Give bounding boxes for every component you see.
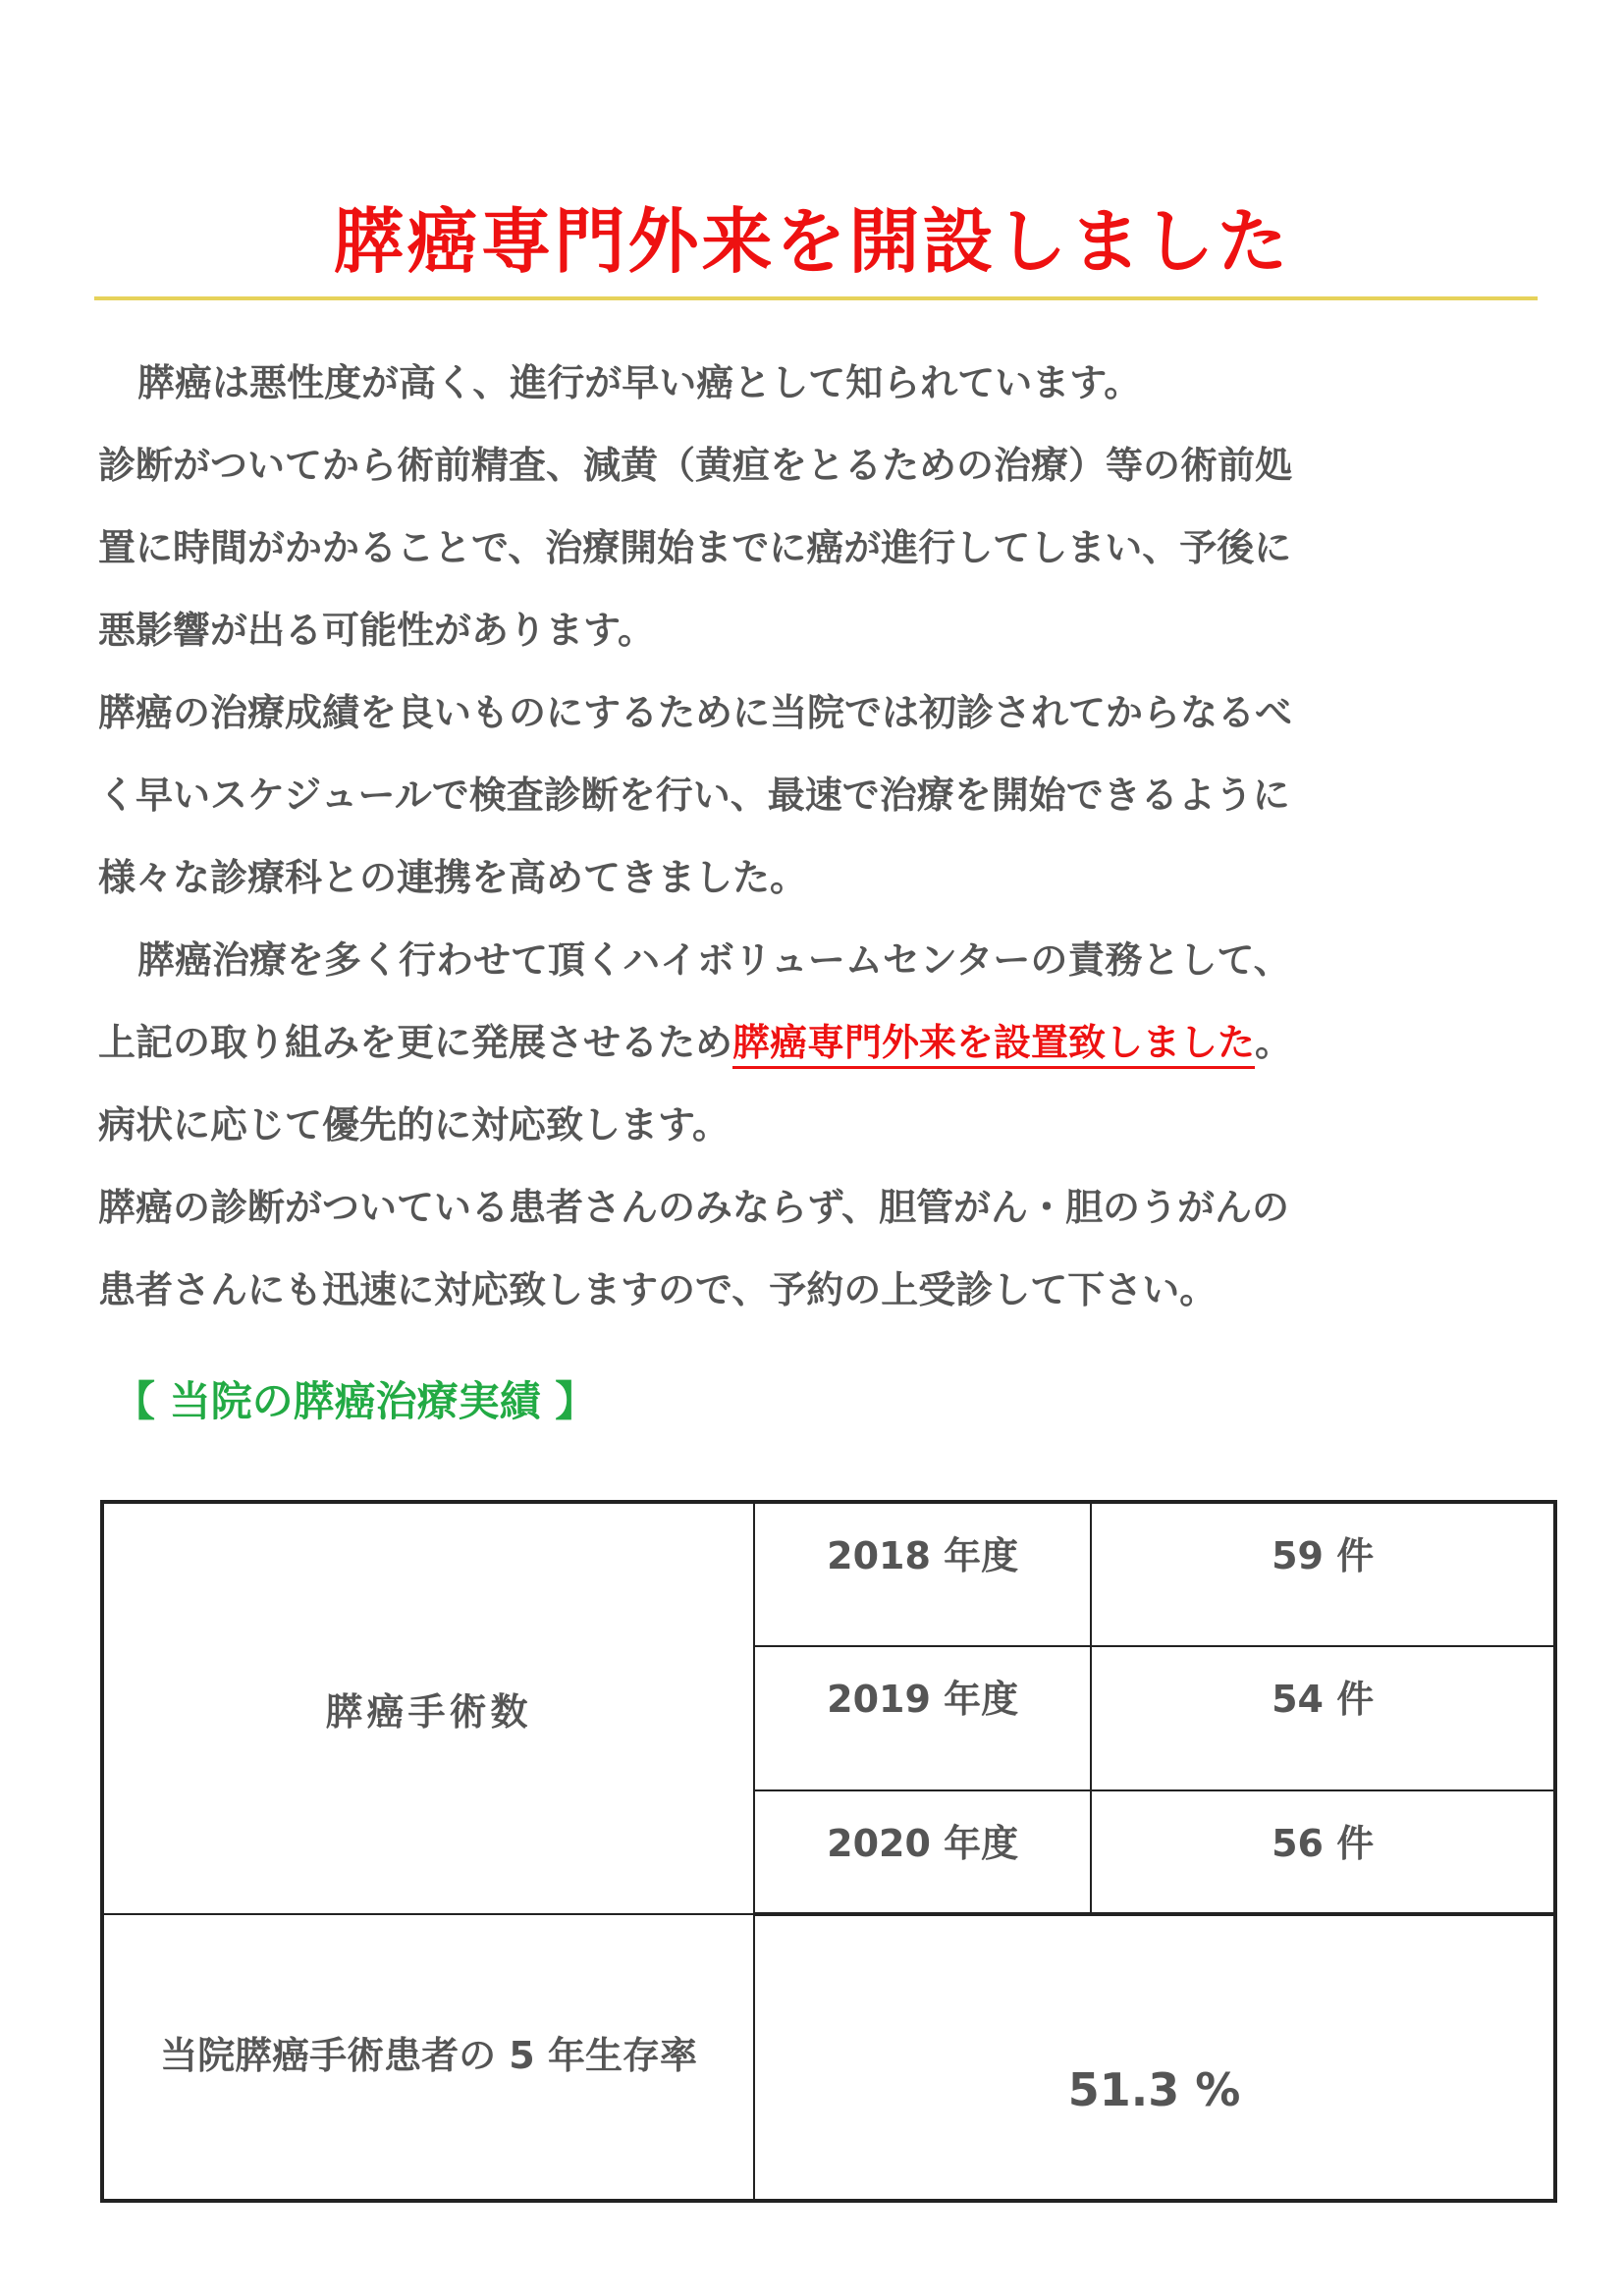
line-prefix: 上記の取り組みを更に発展させるため	[98, 1021, 733, 1064]
paragraph-line: 様々な診療科との連携を高めてきました。	[98, 856, 808, 899]
specialty-clinic-highlight: 膵癌専門外来を設置致しました	[732, 1021, 1255, 1069]
page-title: 膵癌専門外来を開設しました	[333, 200, 1291, 284]
paragraph-line: 病状に応じて優先的に対応致します。	[98, 1103, 730, 1147]
paragraph-line: 膵癌の治療成績を良いものにするために当院では初診されてからなるべ	[98, 691, 1293, 734]
paragraph-line: 診断がついてから術前精査、減黄（黄疸をとるための治療）等の術前処	[98, 444, 1293, 487]
count-cell: 56 件	[1091, 1790, 1555, 1915]
survival-rate-label: 当院膵癌手術患者の 5 年生存率	[102, 1914, 754, 2201]
paragraph-line: 膵癌は悪性度が高く、進行が早い癌として知られています。	[137, 361, 1142, 404]
paragraph-line: 膵癌の診断がついている患者さんのみならず、胆管がん・胆のうがんの	[98, 1186, 1289, 1229]
table-row	[102, 1914, 1555, 2201]
title-divider	[94, 296, 1538, 300]
count-cell: 59 件	[1091, 1502, 1555, 1646]
paragraph-line: く早いスケジュールで検査診断を行い、最速で治療を開始できるように	[98, 774, 1290, 817]
paragraph-line: 患者さんにも迅速に対応致しますので、予約の上受診して下さい。	[98, 1268, 1218, 1311]
results-table	[100, 1500, 1557, 2203]
paragraph-line: 膵癌治療を多く行わせて頂くハイボリュームセンターの責務として、	[137, 938, 1291, 982]
year-cell: 2020 年度	[754, 1790, 1091, 1915]
survival-rate-value: 51.3 %	[754, 1914, 1555, 2201]
paragraph-line: 悪影響が出る可能性があります。	[98, 609, 655, 652]
line-suffix: 。	[1255, 1021, 1293, 1064]
paragraph-line-with-highlight	[98, 1001, 1532, 1084]
paragraph-line: 置に時間がかかることで、治療開始までに癌が進行してしまい、予後に	[98, 526, 1292, 569]
table-row	[102, 1502, 1555, 1646]
year-cell: 2018 年度	[754, 1502, 1091, 1646]
year-cell: 2019 年度	[754, 1646, 1091, 1790]
count-cell: 54 件	[1091, 1646, 1555, 1790]
section-heading: 【 当院の膵癌治療実績 】	[114, 1377, 597, 1425]
body-text	[98, 342, 1532, 1331]
surgery-count-label: 膵癌手術数	[102, 1502, 754, 1914]
